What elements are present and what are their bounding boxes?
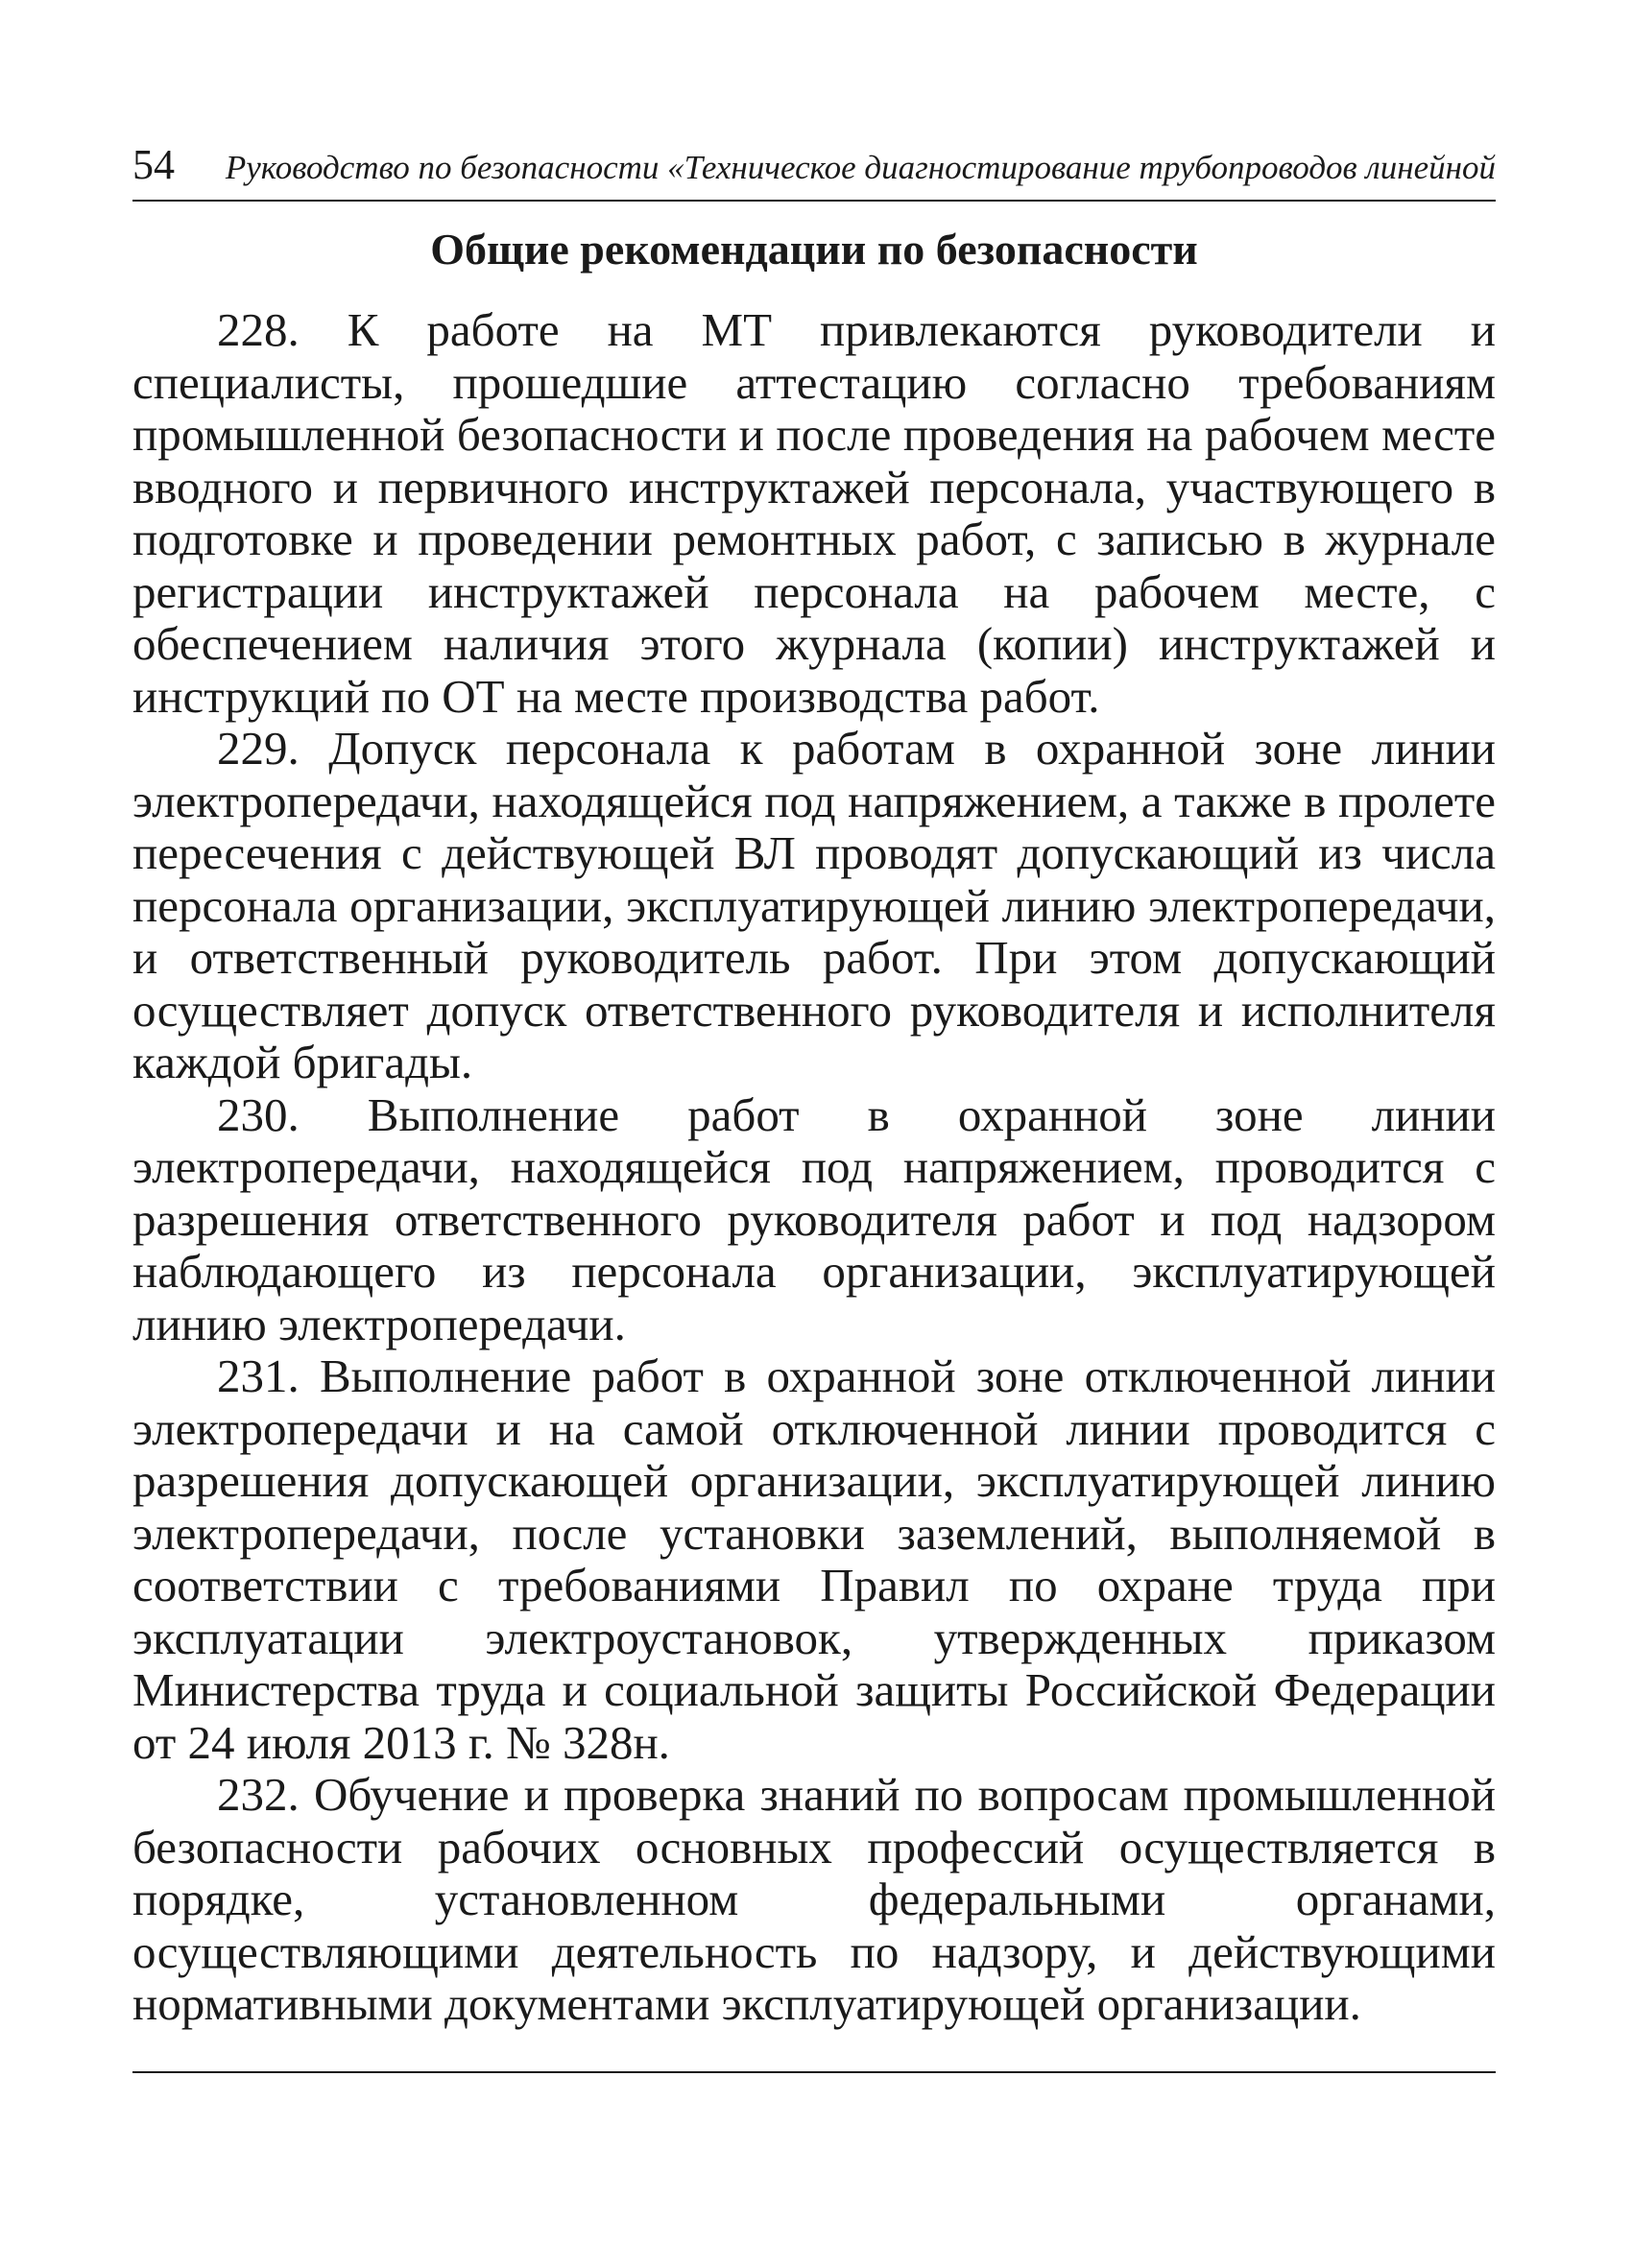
running-header xyxy=(132,141,1496,202)
paragraph-231: 231. Выполнение работ в охранной зоне отключенной линии электропередачи и на самой отключенной линии проводится с разрешения допускающей организации, эксплуатирующей линию электропередачи, после установки заземлений, выполняемой в соответствии с требованиями Правил по охране труда при эксплуатации электроустановок, утвержденных приказом Министерства труда и социальной защиты Российской Федерации от 24 июля 2013 г. № 328н. xyxy=(132,1349,1496,1769)
document-page xyxy=(132,141,1496,2073)
paragraph-230: 230. Выполнение работ в охранной зоне линии электропередачи, находящейся под напряжением, проводится с разрешения ответственного руководителя работ и под надзором наблюдающего из персонала организации, эксплуатирующей линию электропередачи. xyxy=(132,1087,1496,1350)
paragraph-229: 229. Допуск персонала к работам в охранной зоне линии электропередачи, находящейся под напряжением, а также в пролете пересечения с действующей ВЛ проводят допускающий из числа персонала организации, эксплуатирующей линию электропередачи, и ответственный руководитель работ. При этом допускающий осуществляет допуск ответственного руководителя и исполнителя каждой бригады. xyxy=(132,722,1496,1089)
paragraph-228: 228. К работе на МТ привлекаются руководители и специалисты, прошедшие аттестацию согласно требованиям промышленной безопасности и после проведения на рабочем месте вводного и первичного инструктажей персонала, участвующего в подготовке и проведении ремонтных работ, с записью в журнале регистрации инструктажей персонала на рабочем месте, с обеспечением наличия этого журнала (копии) инструктажей и инструкций по ОТ на месте производства работ. xyxy=(132,303,1496,723)
paragraph-232: 232. Обучение и проверка знаний по вопросам промышленной безопасности рабочих основных профессий осуществляется в порядке, установленном федеральными органами, осуществляющими деятельность по надзору, и действующими нормативными документами эксплуатирующей организации. xyxy=(132,1768,1496,2031)
section-title: Общие рекомендации по безопасности xyxy=(430,225,1198,274)
footer-divider xyxy=(132,2071,1496,2073)
running-title: Руководство по безопасности «Техническое диагностирование трубопроводов линейной xyxy=(225,149,1496,186)
page-number: 54 xyxy=(132,141,175,188)
